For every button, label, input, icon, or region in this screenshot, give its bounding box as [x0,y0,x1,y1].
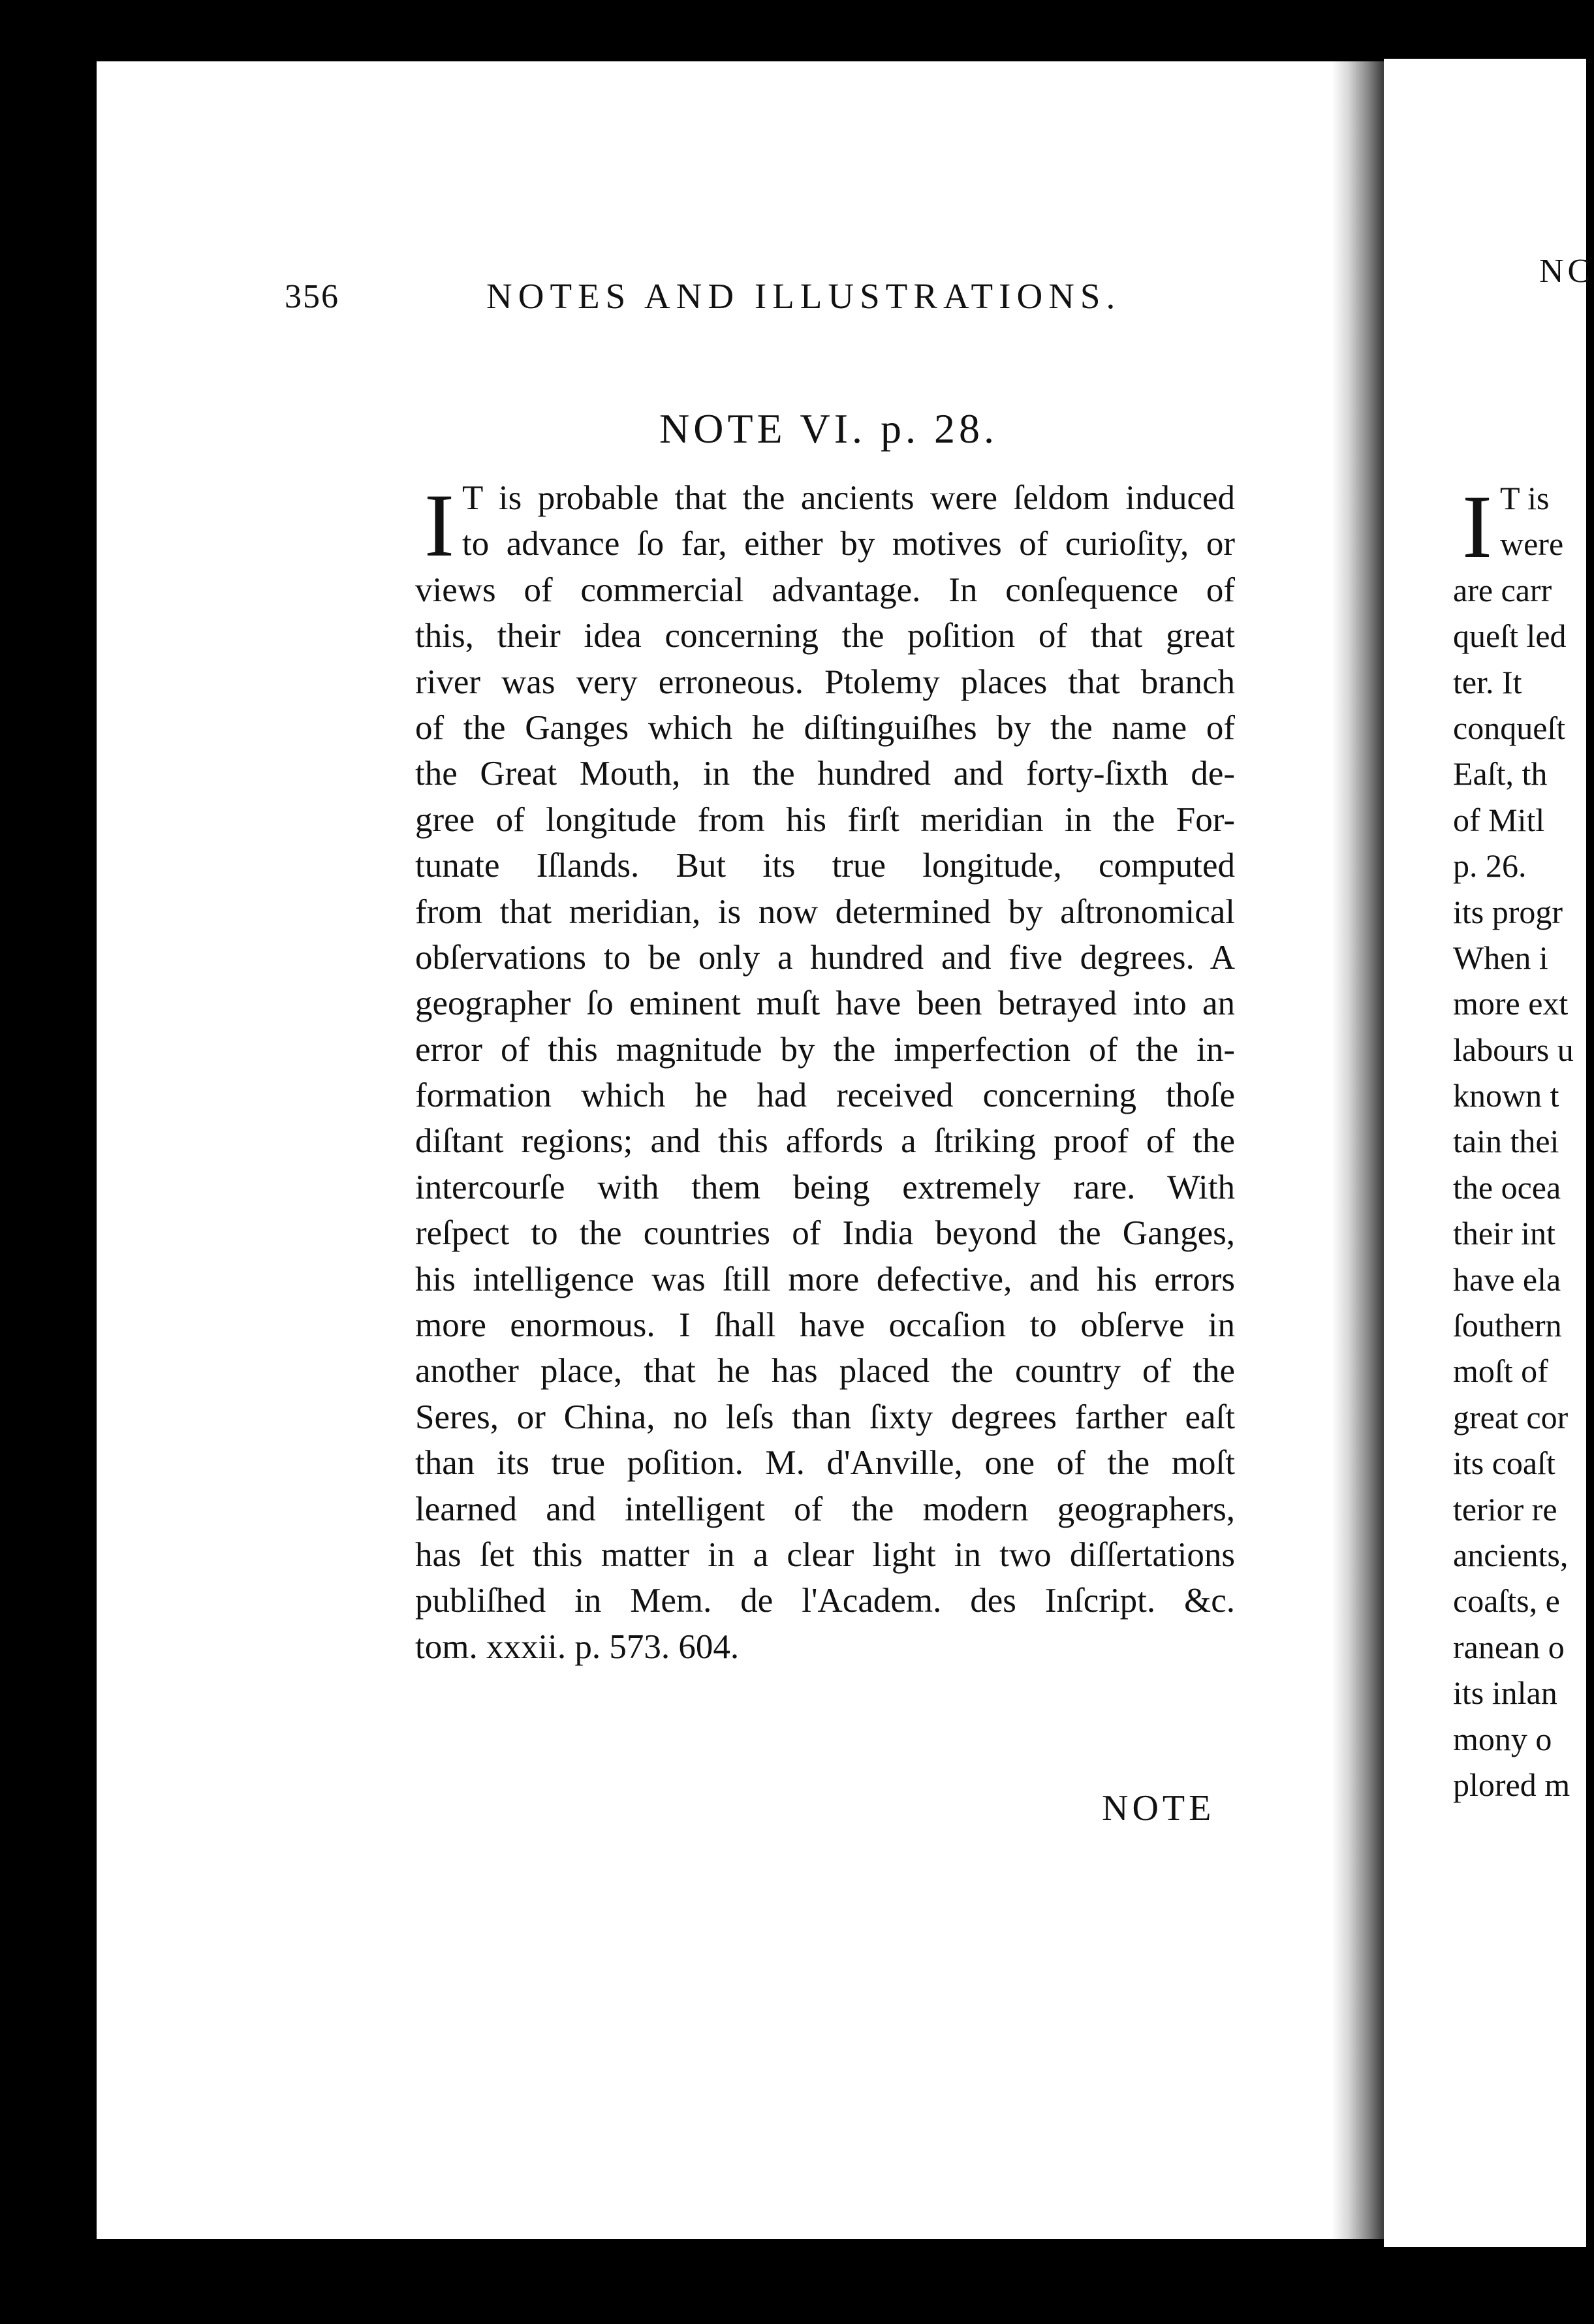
right-text-line: its inlan [1453,1674,1557,1712]
right-drop-cap: I [1462,477,1492,576]
text-line: of the Ganges which he diſtinguiſhes by the name of [415,708,1235,747]
text-line: error of this magnitude by the imperfection of the in- [415,1030,1235,1069]
right-text-line: their int [1453,1215,1555,1252]
page-number: 356 [285,278,339,315]
text-line: views of commercial advantage. In conſequence of [415,571,1235,609]
text-line: formation which he had received concerning thoſe [415,1076,1235,1115]
right-text-line: queſt led [1453,618,1567,655]
text-line: than its true poſition. M. d'Anville, one of the moſt [415,1444,1235,1483]
right-text-line: tain thei [1453,1123,1559,1160]
text-line: this, their idea concerning the poſition of that great [415,617,1235,655]
text-line: his intelligence was ſtill more defective, and his errors [415,1260,1235,1298]
text-line: T is probable that the ancients were ſeldom induced [462,479,1235,517]
right-text-line: mony o [1453,1720,1552,1757]
right-text-line: ranean o [1453,1628,1565,1665]
running-head: NOTES AND ILLUSTRATIONS. [486,276,1121,316]
right-text-line: have ela [1453,1261,1561,1298]
right-text-line: its progr [1453,893,1563,930]
text-line: tom. xxxii. p. 573. 604. [415,1627,740,1666]
right-text-line: conqueſt [1453,709,1566,746]
right-text-line: more ext [1453,985,1569,1022]
right-text-line: the ocea [1453,1169,1561,1206]
text-line: to advance ſo far, either by motives of curioſity, or [462,525,1235,563]
drop-cap: I [424,475,454,575]
right-page-body [1453,475,1590,1808]
right-text-line: moſt of [1453,1353,1548,1390]
text-line: publiſhed in Mem. de l'Academ. des Inſcript. &c. [415,1582,1235,1620]
right-text-line: known t [1453,1077,1559,1114]
text-line: river was very erroneous. Ptolemy places that branch [415,663,1235,701]
text-line: geographer ſo eminent muſt have been betrayed into an [415,984,1235,1023]
note-body [415,475,1235,1670]
right-text-line: terior re [1453,1490,1557,1528]
text-line: obſervations to be only a hundred and five degrees. A [415,938,1235,977]
right-text-line: labours u [1453,1031,1574,1068]
text-line: the Great Mouth, in the hundred and forty-ſixth de- [415,755,1235,793]
text-line: from that meridian, is now determined by aſtronomical [415,892,1235,931]
right-text-line: ſouthern [1453,1307,1562,1344]
text-line: intercourſe with them being extremely rare. With [415,1168,1235,1206]
right-text-line: its coaſt [1453,1445,1555,1482]
text-line: learned and intelligent of the modern geographers, [415,1490,1235,1528]
right-text-line: coaſts, e [1453,1582,1560,1620]
catchword: NOTE [1102,1788,1215,1829]
right-text-line: T is [1500,480,1550,516]
note-title: NOTE VI. p. 28. [659,405,998,452]
right-running-head: NC [1539,253,1594,290]
right-text-line: Eaſt, th [1453,755,1548,793]
right-text-line: were [1500,526,1564,563]
text-line: more enormous. I ſhall have occaſion to obſerve in [415,1306,1235,1345]
right-text-line: p. 26. [1453,847,1527,885]
right-text-line: ancients, [1453,1536,1569,1573]
text-line: diſtant regions; and this affords a ſtriking proof of the [415,1122,1235,1161]
right-text-line: When i [1453,939,1548,976]
text-line: Seres, or China, no leſs than ſixty degrees farther eaſt [415,1398,1235,1436]
text-line: gree of longitude from his firſt meridian in the For- [415,800,1235,839]
text-line: another place, that he has placed the country of the [415,1352,1235,1390]
right-text-line: are carr [1453,571,1552,608]
right-text-line: great cor [1453,1398,1569,1436]
right-text-line: ter. It [1453,663,1522,700]
right-text-line: plored m [1453,1766,1571,1803]
text-line: has ſet this matter in a clear light in two diſſertations [415,1535,1235,1574]
text-line: reſpect to the countries of India beyond the Ganges, [415,1214,1235,1253]
right-text-line: of Mitl [1453,801,1545,838]
text-line: tunate Iſlands. But its true longitude, computed [415,847,1235,885]
